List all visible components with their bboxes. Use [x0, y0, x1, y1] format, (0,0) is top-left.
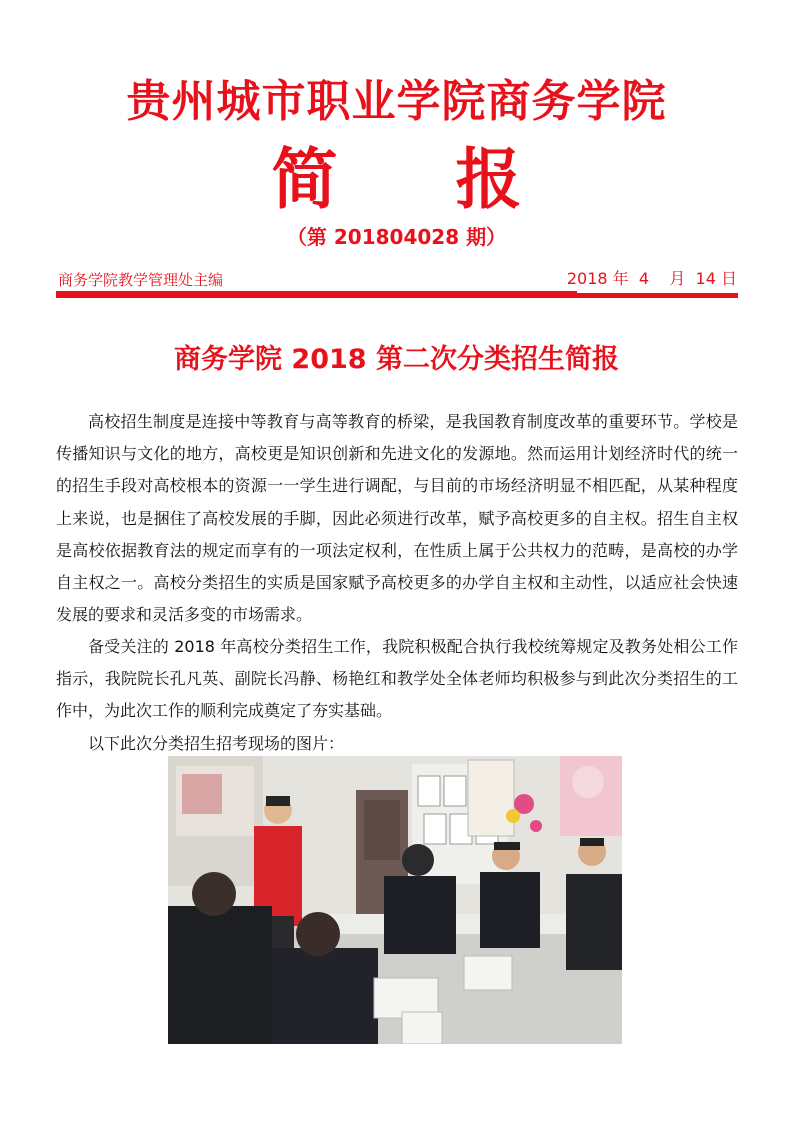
article-paragraph-1: 高校招生制度是连接中等教育与高等教育的桥梁，是我国教育制度改革的重要环节。学校是传播知识与文化的地方，高校更是知识创新和先进文化的发源地。然而运用计划经济时代的统一的招生手段对高校根本的资源一一学生进行调配，与目前的市场经济明显不相匹配，从某种程度上来说，也是捆住了高校发展的手脚，因此必须进行改革，赋予高校更多的自主权。招生自主权是高校依据教育法的规定而享有的一项法定权利，在性质上属于公共权力的范畴，是高校的办学自主权之一。高校分类招生的实质是国家赋予高校更多的办学自主权和主动性，以适应社会快速发展的要求和灵活多变的市场需求。	[56, 412, 738, 625]
article-paragraph-2: 备受关注的 2018 年高校分类招生工作，我院积极配合执行我校统筹规定及教务处相公工作指示，我院院长孔凡英、副院长冯静、杨艳红和教学处全体老师均积极参与到此次分类招生的工作中，为此次工作的顺利完成奠定了夯实基础。	[56, 637, 738, 721]
editor-label: 商务学院教学管理处主编	[58, 271, 224, 289]
article-paragraph-3: 以下此次分类招生招考现场的图片：	[88, 734, 345, 753]
exam-site-photo	[168, 756, 622, 1044]
publish-date: 2018 年 4 月 14 日	[566, 269, 737, 288]
bulletin-title-char-1: 简	[271, 141, 338, 218]
article-title: 商务学院 2018 第二次分类招生简报	[174, 344, 619, 375]
bulletin-title-char-2: 报	[455, 141, 522, 218]
issue-number: （第 201804028 期）	[286, 225, 507, 249]
header-divider-thick	[56, 293, 738, 298]
bulletin-title	[0, 140, 793, 220]
exam-site-photo-drawing	[168, 756, 622, 1044]
organization-title: 贵州城市职业学院商务学院	[126, 76, 667, 127]
